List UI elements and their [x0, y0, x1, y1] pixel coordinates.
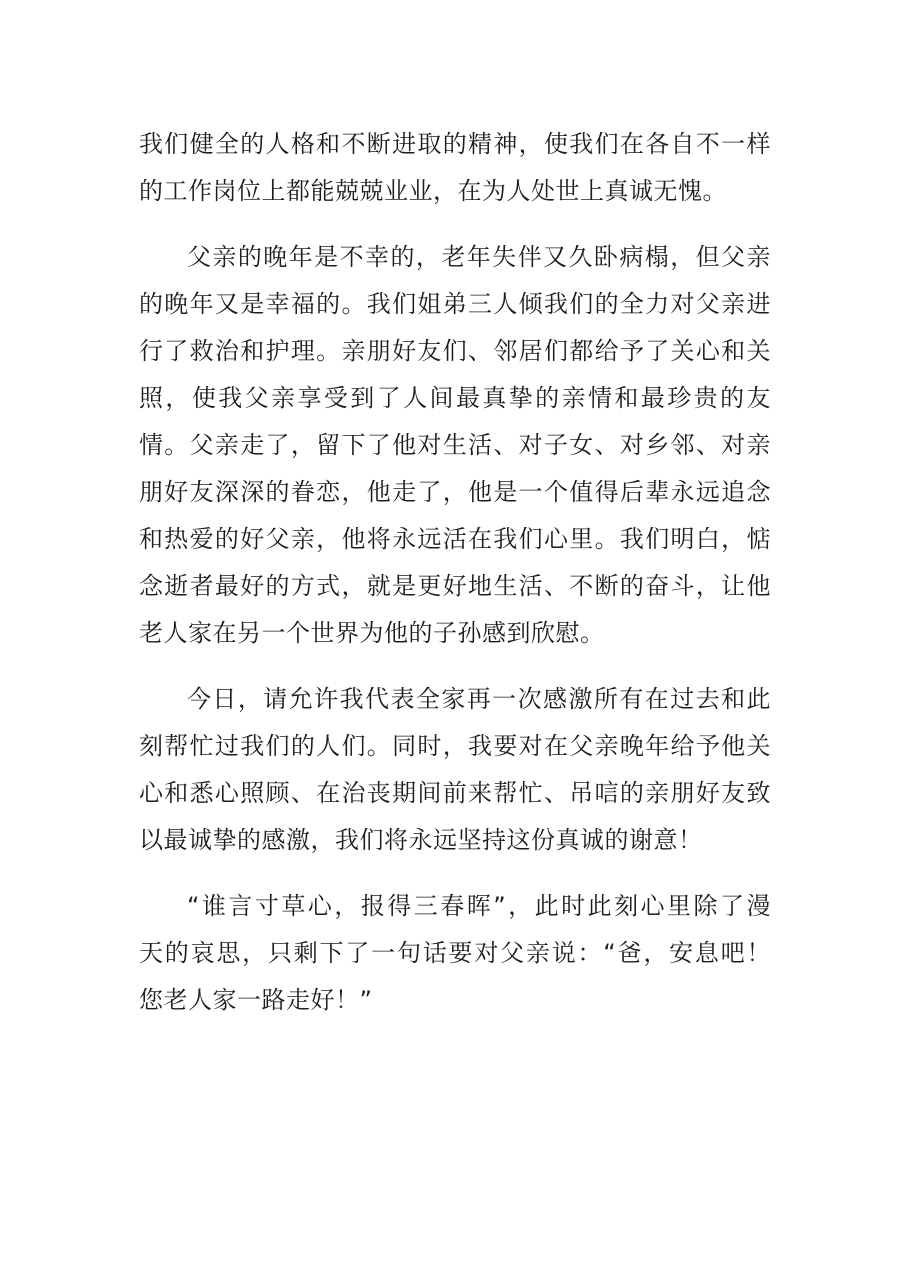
paragraph-1: [139, 121, 771, 215]
text-line: 和热爱的好父亲，他将永远活在我们心里。我们明白，惦: [139, 525, 771, 553]
text-line: 父亲的晚年是不幸的，老年失伴又久卧病榻，但父亲: [187, 243, 771, 271]
text-line: 行了救治和护理。亲朋好友们、邻居们都给予了关心和关: [139, 337, 771, 365]
paragraph-2: [139, 234, 771, 657]
text-line: 天的哀思，只剩下了一句话要对父亲说：“爸，安息吧！: [139, 939, 771, 967]
paragraph-4: [139, 883, 771, 1024]
text-line: 刻帮忙过我们的人们。同时，我要对在父亲晚年给予他关: [139, 732, 771, 760]
text-line: 的工作岗位上都能兢兢业业，在为人处世上真诚无愧。: [139, 177, 727, 205]
text-line: “谁言寸草心，报得三春晖”，此时此刻心里除了漫: [187, 892, 771, 920]
text-line: 老人家在另一个世界为他的子孙感到欣慰。: [139, 619, 605, 647]
text-line: 照，使我父亲享受到了人间最真挚的亲情和最珍贵的友: [139, 384, 771, 412]
paragraph-3: [139, 676, 771, 864]
text-line: 今日，请允许我代表全家再一次感激所有在过去和此: [187, 685, 771, 713]
text-line: 心和悉心照顾、在治丧期间前来帮忙、吊唁的亲朋好友致: [139, 779, 771, 807]
document-body: [139, 121, 771, 1043]
text-line: 情。父亲走了，留下了他对生活、对子女、对乡邻、对亲: [139, 431, 771, 459]
text-line: 念逝者最好的方式，就是更好地生活、不断的奋斗，让他: [139, 572, 771, 600]
text-line: 以最诚挚的感激，我们将永远坚持这份真诚的谢意！: [139, 826, 703, 854]
text-line: 的晚年又是幸福的。我们姐弟三人倾我们的全力对父亲进: [139, 290, 771, 318]
text-line: 我们健全的人格和不断进取的精神，使我们在各自不一样: [139, 130, 771, 158]
text-line: 朋好友深深的眷恋，他走了，他是一个值得后辈永远追念: [139, 478, 771, 506]
text-line: 您老人家一路走好！”: [139, 986, 373, 1014]
